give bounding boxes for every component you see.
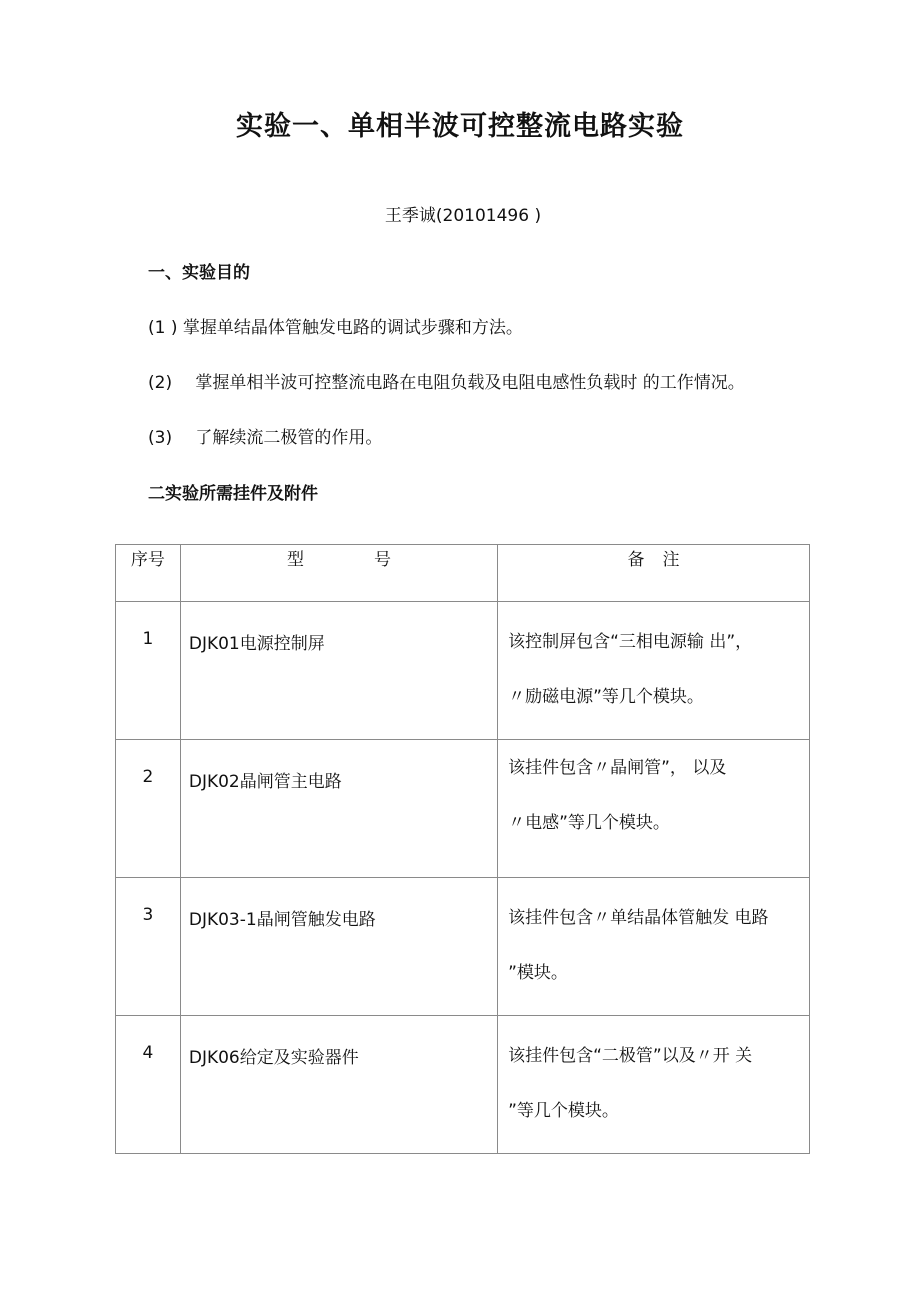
row-note-line-1: 该挂件包含“二极管”以及〃开 关 bbox=[508, 1046, 753, 1066]
header-model-char-1: 型 bbox=[286, 550, 304, 570]
row-model: DJK06给定及实验器件 bbox=[180, 1016, 497, 1154]
row-note bbox=[498, 1016, 810, 1154]
objective-item-3 bbox=[148, 423, 382, 448]
header-note bbox=[498, 545, 810, 602]
table-row bbox=[116, 740, 810, 878]
objective-item-number: (3) bbox=[148, 428, 173, 448]
table-row bbox=[116, 1016, 810, 1154]
author-line: 王季诚(20101496 ) bbox=[384, 206, 542, 226]
row-index: 1 bbox=[116, 602, 181, 740]
table-header-row bbox=[116, 545, 810, 602]
row-index: 2 bbox=[116, 740, 181, 878]
row-note bbox=[498, 878, 810, 1016]
row-note bbox=[498, 740, 810, 878]
row-note-line-1: 该挂件包含〃单结晶体管触发 电路 bbox=[508, 908, 769, 928]
header-index: 序号 bbox=[116, 545, 181, 602]
row-model: DJK01电源控制屏 bbox=[180, 602, 497, 740]
equipment-table bbox=[115, 544, 810, 1154]
objective-item-text: 掌握单结晶体管触发电路的调试步骤和方法。 bbox=[182, 318, 523, 338]
section-heading-equipment: 二实验所需挂件及附件 bbox=[148, 484, 318, 504]
header-note-char-2: 注 bbox=[662, 550, 680, 570]
row-note-line-1: 该挂件包含〃晶闸管”， 以及 bbox=[508, 758, 727, 778]
objective-item-2 bbox=[148, 368, 745, 393]
row-note-line-2: ”模块。 bbox=[508, 963, 568, 983]
row-note bbox=[498, 602, 810, 740]
objective-item-1 bbox=[148, 313, 523, 338]
table-row bbox=[116, 602, 810, 740]
row-note-line-2: 〃电感”等几个模块。 bbox=[508, 813, 670, 833]
row-note-line-1: 该控制屏包含“三相电源输 出”， bbox=[508, 632, 753, 652]
row-model: DJK02晶闸管主电路 bbox=[180, 740, 497, 878]
row-index: 3 bbox=[116, 878, 181, 1016]
objective-item-number: (1 ) bbox=[148, 318, 178, 338]
header-note-char-1: 备 bbox=[627, 550, 645, 570]
objective-item-number: (2) bbox=[148, 373, 173, 393]
table-row bbox=[116, 878, 810, 1016]
header-model bbox=[180, 545, 497, 602]
header-model-char-2: 号 bbox=[373, 550, 391, 570]
objective-item-text: 掌握单相半波可控整流电路在电阻负载及电阻电感性负载时 的工作情况。 bbox=[195, 373, 745, 393]
row-index: 4 bbox=[116, 1016, 181, 1154]
row-model: DJK03-1晶闸管触发电路 bbox=[180, 878, 497, 1016]
document-title: 实验一、单相半波可控整流电路实验 bbox=[236, 111, 684, 142]
row-note-line-2: ”等几个模块。 bbox=[508, 1101, 619, 1121]
objective-item-text: 了解续流二极管的作用。 bbox=[195, 428, 383, 448]
row-note-line-2: 〃励磁电源”等几个模块。 bbox=[508, 687, 704, 707]
section-heading-objectives: 一、实验目的 bbox=[148, 263, 250, 283]
